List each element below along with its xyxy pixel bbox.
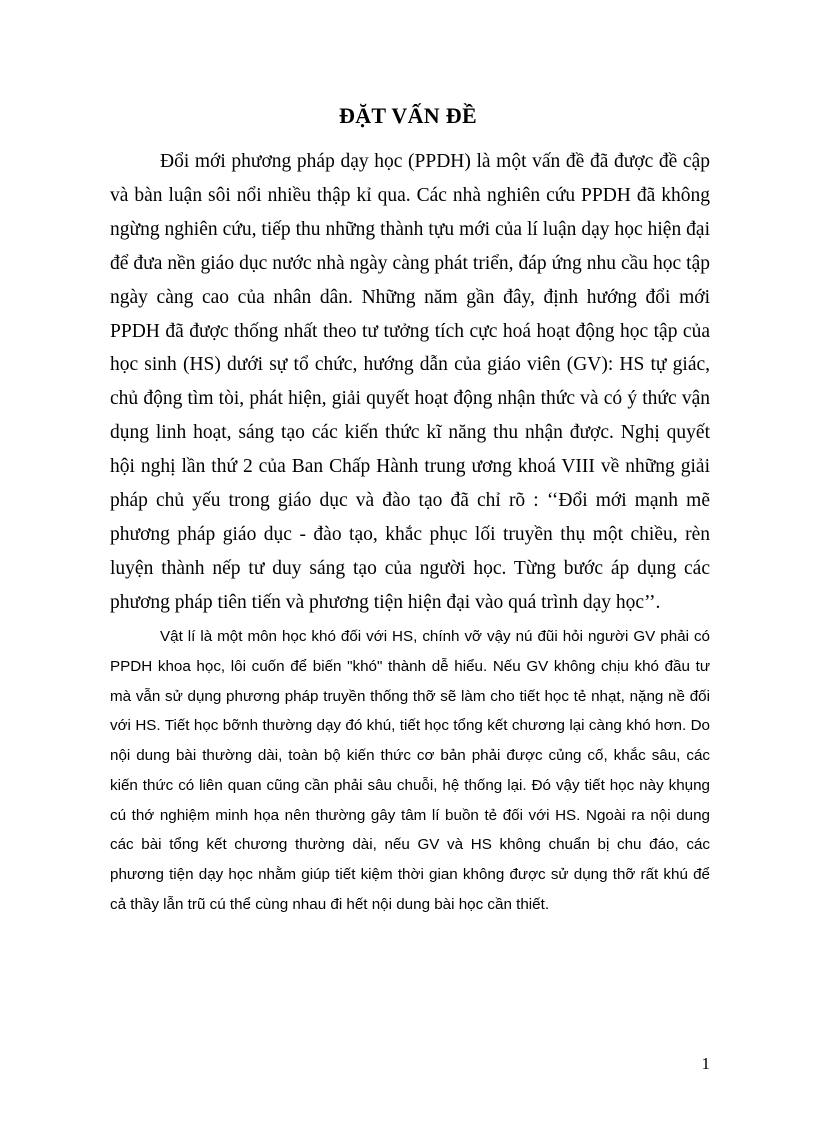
page-number: 1 [701, 1054, 710, 1073]
paragraph-intro: Đổi mới phương pháp dạy học (PPDH) là một vấn đề đã được đề cập và bàn luận sôi nổi nhiều thập kỉ qua. Các nhà nghiên cứu PPDH đã không ngừng nghiên cứu, tiếp thu những thành tựu mới của lí luận dạy học hiện đại để đưa nền giáo dục nước nhà ngày càng phát triển, đáp ứng nhu cầu học tập ngày càng cao của nhân dân. Những năm gần đây, định hướng đổi mới PPDH đã được thống nhất theo tư tưởng tích cực hoá hoạt động học tập của học sinh (HS) dưới sự tổ chức, hướng dẫn của giáo viên (GV): HS tự giác, chủ động tìm tòi, phát hiện, giải quyết hoạt động nhận thức và có ý thức vận dụng linh hoạt, sáng tạo các kiến thức kĩ năng thu nhận được. Nghị quyết hội nghị lần thứ 2 của Ban Chấp Hành trung ương khoá VIII về những giải pháp chủ yếu trong giáo dục và đào tạo đã chỉ rõ : ‘‘Đổi mới mạnh mẽ phương pháp giáo dục - đào tạo, khắc phục lối truyền thụ một chiều, rèn luyện thành nếp tư duy sáng tạo của người học. Từng bước áp dụng các phương pháp tiên tiến và phương tiện hiện đại vào quá trình dạy học’’. [110, 151, 710, 613]
paragraph-physics: Vật lí là một môn học khó đối với HS, chính vỡ vậy nú đũi hỏi người GV phải có PPDH khoa học, lôi cuốn để biến "khó" thành dễ hiểu. Nếu GV không chịu khó đầu tư mà vẫn sử dụng phương pháp truyền thống thỡ sẽ làm cho tiết học tẻ nhạt, nặng nề đối với HS. Tiết học bỡnh thường dạy đó khú, tiết học tổng kết chương lại càng khó hơn. Do nội dung bài thường dài, toàn bộ kiến thức cơ bản phải được củng cố, khắc sâu, các kiến thức có liên quan cũng cần phải sâu chuỗi, hệ thống lại. Đó vậy tiết học này khụng cú thớ nghiệm minh họa nên thường gây tâm lí buồn tẻ đối với HS. Ngoài ra nội dung các bài tổng kết chương thường dài, nếu GV và HS không chuẩn bị chu đáo, các phương tiện dạy học nhằm giúp tiết kiệm thời gian không được sử dụng thỡ rất khú để cả thầy lẫn trũ cú thể cùng nhau đi hết nội dung bài học cần thiết. [110, 628, 710, 913]
page-title: ĐẶT VẤN ĐỀ [339, 103, 477, 128]
